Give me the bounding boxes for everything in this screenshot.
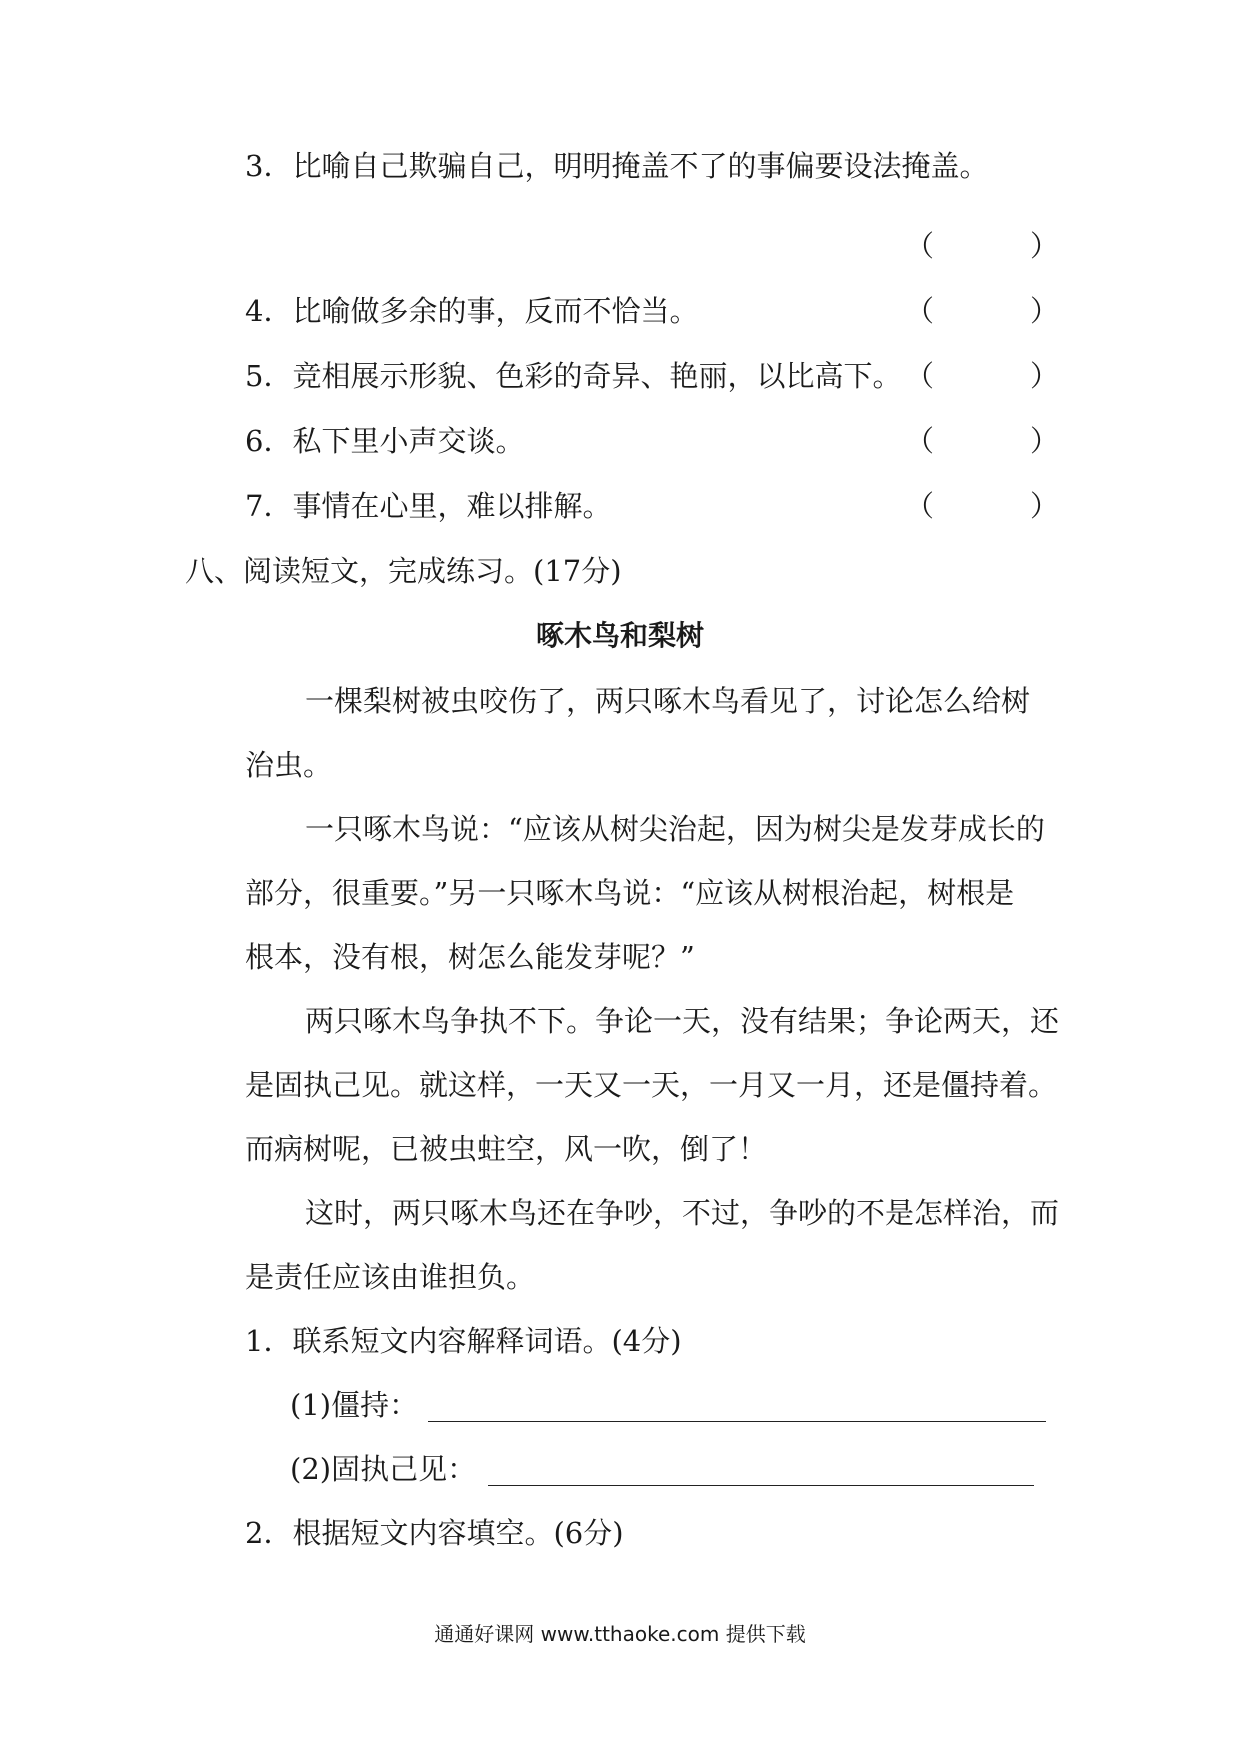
passage-line: 两只啄木鸟争执不下。争论一天，没有结果；争论两天，还 [305,1004,1060,1038]
answer-paren-close: ） [1030,294,1060,328]
passage-line: 是固执己见。就这样，一天又一天，一月又一月，还是僵持着。 [245,1068,1058,1102]
passage-line: 根本，没有根，树怎么能发芽呢？” [245,940,695,974]
passage-line: 是责任应该由谁担负。 [245,1260,536,1294]
definition-text: 3．比喻自己欺骗自己，明明掩盖不了的事偏要设法掩盖。 [245,149,989,183]
question-1-item-2-label: (2)固执己见： [290,1452,477,1486]
passage-line: 部分，很重要。”另一只啄木鸟说：“应该从树根治起，树根是 [245,876,1015,910]
passage-line: 一只啄木鸟说：“应该从树尖治起，因为树尖是发芽成长的 [305,812,1045,846]
definition-text: 7．事情在心里，难以排解。 [245,489,612,523]
answer-blank[interactable] [488,1485,1034,1486]
answer-paren-close: ） [1030,229,1060,263]
answer-paren-close: ） [1030,359,1060,393]
answer-paren-open: （ [905,294,935,328]
answer-paren-open: （ [905,359,935,393]
page-footer: 通通好课网 www.tthaoke.com 提供下载 [434,1622,806,1646]
question-1-label: 1．联系短文内容解释词语。(4分) [245,1324,682,1358]
answer-paren-close: ） [1030,489,1060,523]
definition-text: 6．私下里小声交谈。 [245,424,525,458]
answer-paren-close: ） [1030,424,1060,458]
answer-blank[interactable] [428,1421,1046,1422]
passage-line: 这时，两只啄木鸟还在争吵，不过，争吵的不是怎样治，而 [305,1196,1060,1230]
question-1-item-1-label: (1)僵持： [290,1388,419,1422]
question-2-label: 2．根据短文内容填空。(6分) [245,1516,624,1550]
section-heading: 八、阅读短文，完成练习。(17分) [185,554,622,588]
passage-line: 一棵梨树被虫咬伤了，两只啄木鸟看见了，讨论怎么给树 [305,684,1031,718]
definition-text: 5．竞相展示形貌、色彩的奇异、艳丽，以比高下。 [245,359,902,393]
answer-paren-open: （ [905,489,935,523]
answer-paren-open: （ [905,424,935,458]
passage-line: 治虫。 [245,748,333,782]
definition-text: 4．比喻做多余的事，反而不恰当。 [245,294,699,328]
passage-line: 而病树呢，已被虫蛀空，风一吹，倒了！ [245,1132,768,1166]
answer-paren-open: （ [905,229,935,263]
passage-title: 啄木鸟和梨树 [535,619,704,652]
